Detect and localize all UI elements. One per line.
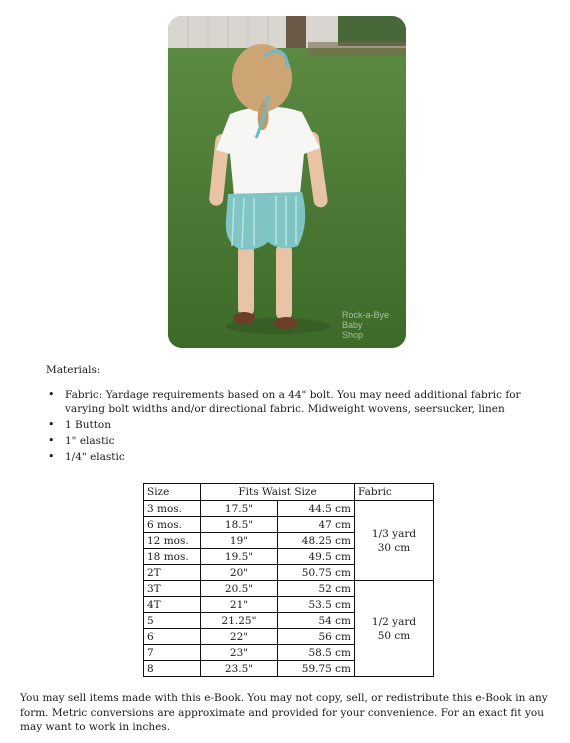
list-item-text: 1 Button bbox=[65, 419, 112, 431]
list-item bbox=[46, 434, 556, 448]
waist-inches-cell: 23" bbox=[201, 645, 278, 661]
waist-cm-cell: 50.75 cm bbox=[278, 565, 355, 581]
waist-cm-cell: 59.75 cm bbox=[278, 661, 355, 677]
waist-inches-cell: 23.5" bbox=[201, 661, 278, 677]
header-size: Size bbox=[144, 484, 201, 501]
waist-inches-cell: 19" bbox=[201, 533, 278, 549]
fabric-amount-cell bbox=[355, 501, 434, 581]
waist-cm-cell: 44.5 cm bbox=[278, 501, 355, 517]
size-cell: 4T bbox=[144, 597, 201, 613]
waist-cm-cell: 56 cm bbox=[278, 629, 355, 645]
list-item bbox=[46, 418, 556, 432]
waist-inches-cell: 22" bbox=[201, 629, 278, 645]
watermark-line: Rock-a-Bye bbox=[342, 310, 390, 320]
girl-illustration bbox=[168, 16, 406, 348]
list-item-text: Fabric: Yardage requirements based on a 44" bolt. You may need additional fabric for varying bolt widths and/or directional fabric. Midweight wovens, seersucker, linen bbox=[65, 389, 521, 415]
fabric-yard: 1/3 yard bbox=[371, 527, 417, 540]
size-cell: 2T bbox=[144, 565, 201, 581]
bullet-icon: • bbox=[48, 418, 55, 431]
list-item-text: 1/4" elastic bbox=[65, 451, 125, 463]
table-row bbox=[144, 501, 434, 517]
waist-inches-cell: 21" bbox=[201, 597, 278, 613]
size-cell: 6 mos. bbox=[144, 517, 201, 533]
table-header-row bbox=[144, 484, 434, 501]
waist-inches-cell: 17.5" bbox=[201, 501, 278, 517]
size-cell: 3T bbox=[144, 581, 201, 597]
waist-cm-cell: 53.5 cm bbox=[278, 597, 355, 613]
list-item bbox=[46, 450, 556, 464]
size-cell: 3 mos. bbox=[144, 501, 201, 517]
waist-cm-cell: 48.25 cm bbox=[278, 533, 355, 549]
bullet-icon: • bbox=[48, 434, 55, 447]
fabric-cm: 50 cm bbox=[377, 629, 411, 642]
header-fabric: Fabric bbox=[355, 484, 434, 501]
table-row bbox=[144, 581, 434, 597]
materials-list bbox=[46, 388, 556, 466]
waist-cm-cell: 47 cm bbox=[278, 517, 355, 533]
waist-cm-cell: 52 cm bbox=[278, 581, 355, 597]
waist-cm-cell: 49.5 cm bbox=[278, 549, 355, 565]
size-cell: 8 bbox=[144, 661, 201, 677]
size-table-body bbox=[144, 501, 434, 677]
waist-inches-cell: 20.5" bbox=[201, 581, 278, 597]
copyright-notice: You may sell items made with this e-Book. You may not copy, sell, or redistribute this e-Book in any form. Metric conversions are approximate and provided for your convenience. For an exact fit you may want to work in inches. bbox=[20, 692, 548, 733]
waist-cm-cell: 54 cm bbox=[278, 613, 355, 629]
watermark-text bbox=[342, 310, 396, 340]
size-cell: 6 bbox=[144, 629, 201, 645]
list-item bbox=[46, 388, 556, 416]
watermark-line: Shop bbox=[342, 330, 364, 340]
size-cell: 5 bbox=[144, 613, 201, 629]
waist-inches-cell: 20" bbox=[201, 565, 278, 581]
waist-cm-cell: 58.5 cm bbox=[278, 645, 355, 661]
size-chart-table bbox=[143, 483, 434, 677]
product-photo bbox=[168, 16, 406, 348]
bullet-icon: • bbox=[48, 450, 55, 463]
size-cell: 7 bbox=[144, 645, 201, 661]
fabric-amount-cell bbox=[355, 581, 434, 677]
waist-inches-cell: 19.5" bbox=[201, 549, 278, 565]
bullet-icon: • bbox=[48, 388, 55, 401]
size-cell: 12 mos. bbox=[144, 533, 201, 549]
waist-inches-cell: 18.5" bbox=[201, 517, 278, 533]
size-cell: 18 mos. bbox=[144, 549, 201, 565]
list-item-text: 1" elastic bbox=[65, 435, 115, 447]
watermark-line: Baby bbox=[342, 320, 363, 330]
materials-heading: Materials: bbox=[46, 364, 101, 376]
fabric-cm: 30 cm bbox=[377, 541, 411, 554]
fabric-yard: 1/2 yard bbox=[371, 615, 417, 628]
waist-inches-cell: 21.25" bbox=[201, 613, 278, 629]
header-waist: Fits Waist Size bbox=[201, 484, 355, 501]
